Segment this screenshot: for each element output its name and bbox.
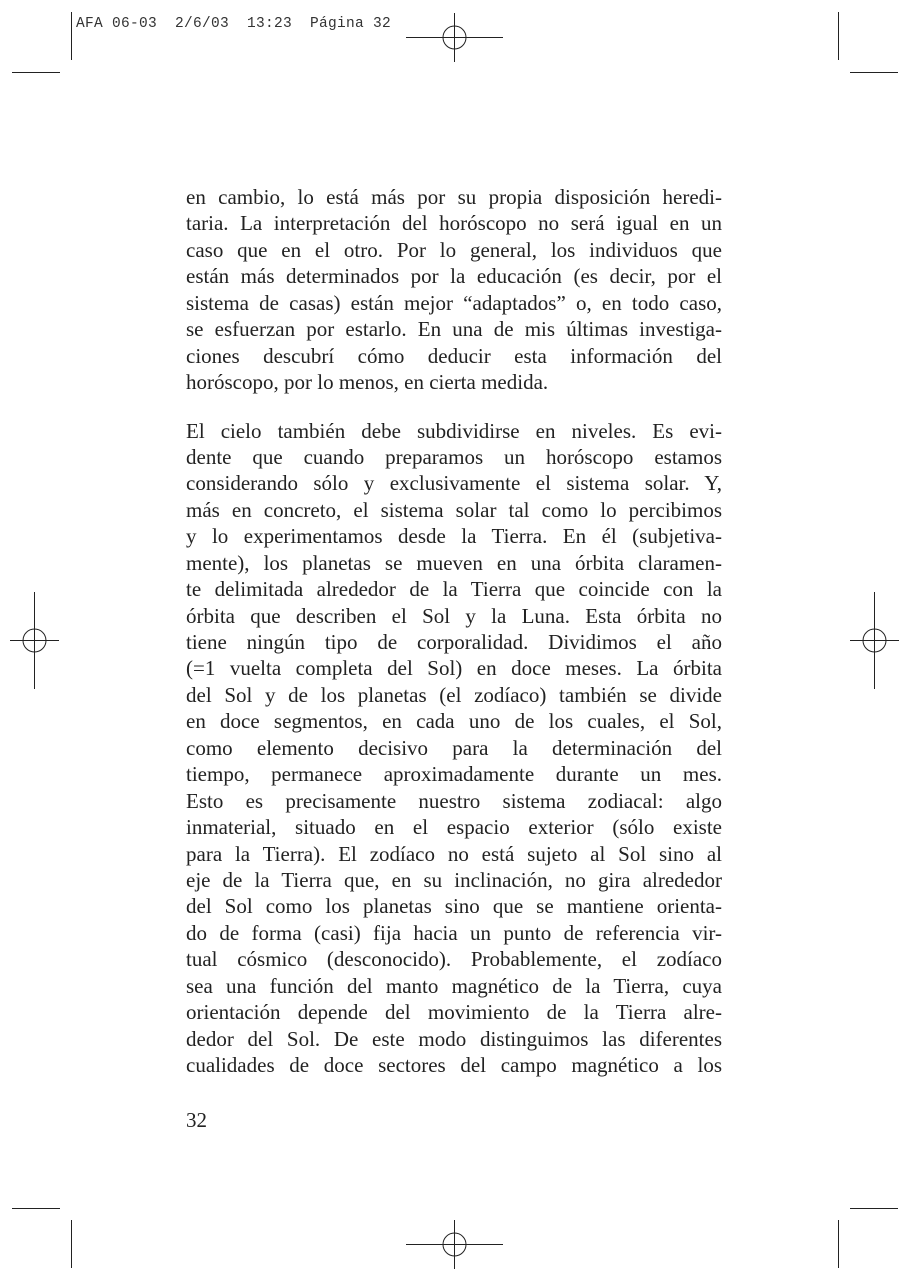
text-line: horóscopo, por lo menos, en cierta medida. bbox=[186, 370, 549, 395]
text-line: te delimitada alrededor de la Tierra que coincide con la bbox=[186, 577, 722, 602]
text-line: tiene ningún tipo de corporalidad. Dividimos el año bbox=[186, 630, 722, 654]
text-line: sea una función del manto magnético de la Tierra, cuya bbox=[186, 973, 722, 998]
text-line: más en concreto, el sistema solar tal como lo percibimos bbox=[186, 497, 722, 522]
text-line: del Sol y de los planetas (el zodíaco) también se divide bbox=[186, 682, 722, 707]
page-number: 32 bbox=[186, 1108, 207, 1132]
text-line: eje de la Tierra que, en su inclinación, no gira alrededor bbox=[186, 867, 722, 892]
text-line: (=1 vuelta completa del Sol) en doce meses. La órbita bbox=[186, 656, 722, 681]
crop-mark bbox=[850, 72, 898, 73]
registration-mark-icon bbox=[406, 13, 503, 62]
text-line: caso que en el otro. Por lo general, los individuos que bbox=[186, 237, 722, 262]
body-text bbox=[186, 184, 722, 1100]
text-line: para la Tierra). El zodíaco no está sujeto al Sol sino al bbox=[186, 841, 722, 866]
text-line: ciones descubrí cómo deducir esta información del bbox=[186, 343, 722, 368]
text-line: se esfuerzan por estarlo. En una de mis últimas investiga- bbox=[186, 317, 722, 342]
crop-mark bbox=[12, 1208, 60, 1209]
registration-mark-icon bbox=[406, 1220, 503, 1269]
text-line: orientación depende del movimiento de la Tierra alre- bbox=[186, 1000, 722, 1025]
text-line: taria. La interpretación del horóscopo no será igual en un bbox=[186, 211, 722, 236]
text-line: como elemento decisivo para la determinación del bbox=[186, 735, 722, 760]
text-line: do de forma (casi) fija hacia un punto de referencia vir- bbox=[186, 920, 722, 945]
crop-mark bbox=[850, 1208, 898, 1209]
paragraph bbox=[186, 184, 722, 396]
registration-mark-icon bbox=[850, 592, 899, 689]
crop-mark bbox=[71, 12, 72, 60]
crop-mark bbox=[12, 72, 60, 73]
text-line: inmaterial, situado en el espacio exterior (sólo existe bbox=[186, 815, 722, 840]
print-slug: AFA 06-03 2/6/03 13:23 Página 32 bbox=[76, 16, 392, 32]
text-line: dedor del Sol. De este modo distinguimos las diferentes bbox=[186, 1026, 722, 1051]
text-line: órbita que describen el Sol y la Luna. Esta órbita no bbox=[186, 603, 722, 628]
text-line: tiempo, permanece aproximadamente durante un mes. bbox=[186, 762, 722, 787]
crop-mark bbox=[838, 12, 839, 60]
text-line: en doce segmentos, en cada uno de los cuales, el Sol, bbox=[186, 709, 722, 734]
paragraph bbox=[186, 418, 722, 1079]
text-line: y lo experimentamos desde la Tierra. En él (subjetiva- bbox=[186, 524, 722, 549]
text-line: mente), los planetas se mueven en una órbita claramen- bbox=[186, 550, 722, 575]
text-line: del Sol como los planetas sino que se mantiene orienta- bbox=[186, 894, 722, 919]
text-line: tual cósmico (desconocido). Probablemente, el zodíaco bbox=[186, 947, 722, 972]
text-line: están más determinados por la educación (es decir, por el bbox=[186, 264, 722, 289]
text-line: El cielo también debe subdividirse en niveles. Es evi- bbox=[186, 418, 722, 443]
crop-mark bbox=[838, 1220, 839, 1268]
text-line: Esto es precisamente nuestro sistema zodiacal: algo bbox=[186, 788, 722, 813]
registration-mark-icon bbox=[10, 592, 59, 689]
text-line: sistema de casas) están mejor “adaptados” o, en todo caso, bbox=[186, 290, 722, 315]
text-line: cualidades de doce sectores del campo magnético a los bbox=[186, 1053, 722, 1077]
text-line: en cambio, lo está más por su propia disposición heredi- bbox=[186, 185, 722, 209]
text-line: dente que cuando preparamos un horóscopo estamos bbox=[186, 444, 722, 469]
crop-mark bbox=[71, 1220, 72, 1268]
text-line: considerando sólo y exclusivamente el sistema solar. Y, bbox=[186, 471, 722, 496]
